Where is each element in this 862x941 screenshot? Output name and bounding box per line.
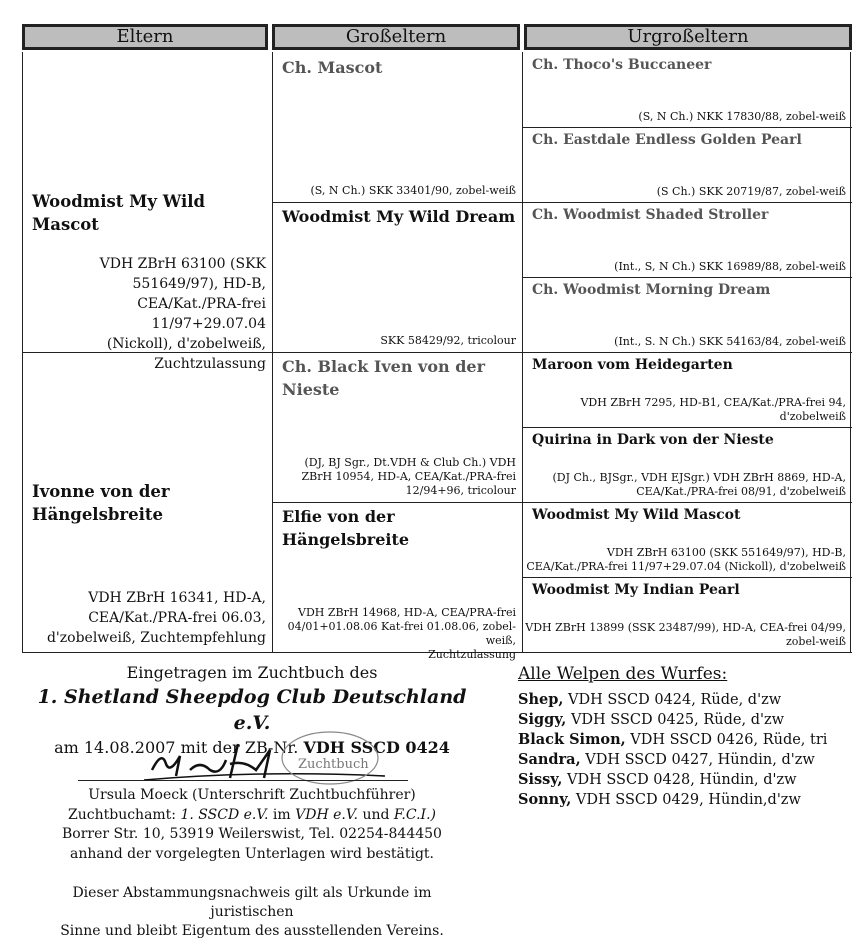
grandparent-details: VDH ZBrH 14968, HD-A, CEA/PRA-frei 04/01+01.08.06 Kat-frei 01.08.06, zobel-weiß, Zuchtzulassung [287, 606, 516, 661]
list-item: Siggy, VDH SSCD 0425, Rüde, d'zw [518, 711, 785, 728]
grandparent-3 [272, 352, 522, 502]
list-item: Sonny, VDH SSCD 0429, Hündin,d'zw [518, 791, 801, 808]
parent-details: VDH ZBrH 63100 (SKK 551649/97), HD-B, CEA/Kat./PRA-frei 11/97+29.07.04 (Nickoll), d'zobelweiß, Zuchtzulassung [99, 256, 266, 372]
signature-graphic [140, 730, 390, 785]
great-grandparent-5 [522, 352, 852, 427]
grandparent-1 [272, 52, 522, 202]
list-item: Shep, VDH SSCD 0424, Rüde, d'zw [518, 691, 782, 708]
club-name: 1. Shetland Sheepdog Club Deutschland e.V. [37, 686, 467, 734]
great-grandparent-details: (DJ Ch., BJSgr., VDH EJSgr.) VDH ZBrH 8869, HD-A, CEA/Kat./PRA-frei 08/91, d'zobelweiß [552, 471, 846, 498]
header-urgrosseltern: Urgroßeltern [524, 24, 852, 50]
parent-sire [22, 52, 272, 372]
grandparent-4 [272, 502, 522, 661]
great-grandparent-details: (Int., S, N Ch.) SKK 16989/88, zobel-weiß [614, 260, 846, 273]
parent-dam [22, 352, 272, 652]
great-grandparent-details: VDH ZBrH 13899 (SSK 23487/99), HD-A, CEA-frei 04/99, zobel-weiß [525, 621, 846, 648]
parent-details: VDH ZBrH 16341, HD-A, CEA/Kat./PRA-frei 06.03, d'zobelweiß, Zuchtempfehlung [46, 590, 266, 646]
great-grandparent-7 [522, 502, 852, 577]
great-grandparent-name: Maroon vom Heidegarten [532, 357, 733, 373]
great-grandparent-name: Ch. Woodmist Morning Dream [532, 282, 771, 298]
grandparent-name: Woodmist My Wild Dream [282, 207, 516, 226]
great-grandparent-4 [522, 277, 852, 352]
office-address: Borrer Str. 10, 53919 Weilerswist, Tel. 02254-844450 [62, 826, 442, 842]
confirmation: anhand der vorgelegten Unterlagen wird bestätigt. [70, 845, 434, 862]
great-grandparent-details: (S, N Ch.) NKK 17830/88, zobel-weiß [638, 110, 846, 123]
grandparent-details: (S, N Ch.) SKK 33401/90, zobel-weiß [310, 184, 516, 197]
registered-line: Eingetragen im Zuchtbuch des [126, 663, 378, 682]
great-grandparent-name: Quirina in Dark von der Nieste [532, 432, 774, 448]
list-item: Sissy, VDH SSCD 0428, Hündin, d'zw [518, 771, 797, 788]
litter-title: Alle Welpen des Wurfes: [518, 664, 728, 684]
great-grandparent-1 [522, 52, 852, 127]
header-eltern: Eltern [22, 24, 268, 50]
great-grandparent-details: (S Ch.) SKK 20719/87, zobel-weiß [656, 185, 846, 198]
great-grandparent-name: Ch. Eastdale Endless Golden Pearl [532, 132, 802, 148]
stamp-text: Zuchtbuch [298, 757, 369, 772]
pedigree-table [22, 52, 852, 661]
list-item: Sandra, VDH SSCD 0427, Hündin, d'zw [518, 751, 815, 768]
great-grandparent-8 [522, 577, 852, 652]
legal-note: Dieser Abstammungsnachweis gilt als Urkunde im juristischen Sinne und bleibt Eigentum des ausstellenden Vereins. [60, 885, 444, 939]
parent-name: Ivonne von der Hängelsbreite [32, 482, 170, 524]
parent-name: Woodmist My Wild Mascot [32, 192, 206, 234]
great-grandparent-name: Woodmist My Wild Mascot [532, 507, 741, 523]
great-grandparent-details: VDH ZBrH 63100 (SKK 551649/97), HD-B, CEA/Kat./PRA-frei 11/97+29.07.04 (Nickoll), d'zobelweiß [526, 546, 846, 573]
great-grandparent-name: Woodmist My Indian Pearl [532, 582, 740, 598]
registrar-block [30, 786, 474, 864]
grandparent-name: Ch. Mascot [282, 58, 383, 77]
grandparent-details: SKK 58429/92, tricolour [380, 334, 516, 347]
grandparent-name: Ch. Black Iven von der Nieste [282, 357, 486, 399]
great-grandparent-3 [522, 202, 852, 277]
great-grandparent-name: Ch. Woodmist Shaded Stroller [532, 207, 769, 223]
grandparent-details: (DJ, BJ Sgr., Dt.VDH & Club Ch.) VDH ZBrH 10954, HD-A, CEA/Kat./PRA-frei 12/94+96, tricolour [301, 456, 516, 497]
grandparent-2 [272, 202, 522, 352]
list-item: Black Simon, VDH SSCD 0426, Rüde, tri [518, 731, 828, 748]
great-grandparent-details: (Int., S. N Ch.) SKK 54163/84, zobel-weiß [614, 335, 846, 348]
litter-list [518, 662, 827, 810]
great-grandparent-2 [522, 127, 852, 202]
zb-number: VDH SSCD 0424 [303, 738, 450, 757]
great-grandparent-name: Ch. Thoco's Buccaneer [532, 57, 712, 73]
great-grandparent-6 [522, 427, 852, 502]
office-line: Zuchtbuchamt: 1. SSCD e.V. im VDH e.V. und F.C.I.) [68, 806, 436, 823]
grandparent-name: Elfie von der Hängelsbreite [282, 507, 410, 549]
registration-date: am 14.08.2007 mit der ZB-Nr. VDH SSCD 0424 [54, 738, 450, 757]
signature-line [78, 780, 408, 781]
header-grosseltern: Großeltern [272, 24, 520, 50]
great-grandparent-details: VDH ZBrH 7295, HD-B1, CEA/Kat./PRA-frei 94, d'zobelweiß [580, 396, 846, 423]
signer: Ursula Moeck (Unterschrift Zuchtbuchführer) [88, 787, 416, 803]
